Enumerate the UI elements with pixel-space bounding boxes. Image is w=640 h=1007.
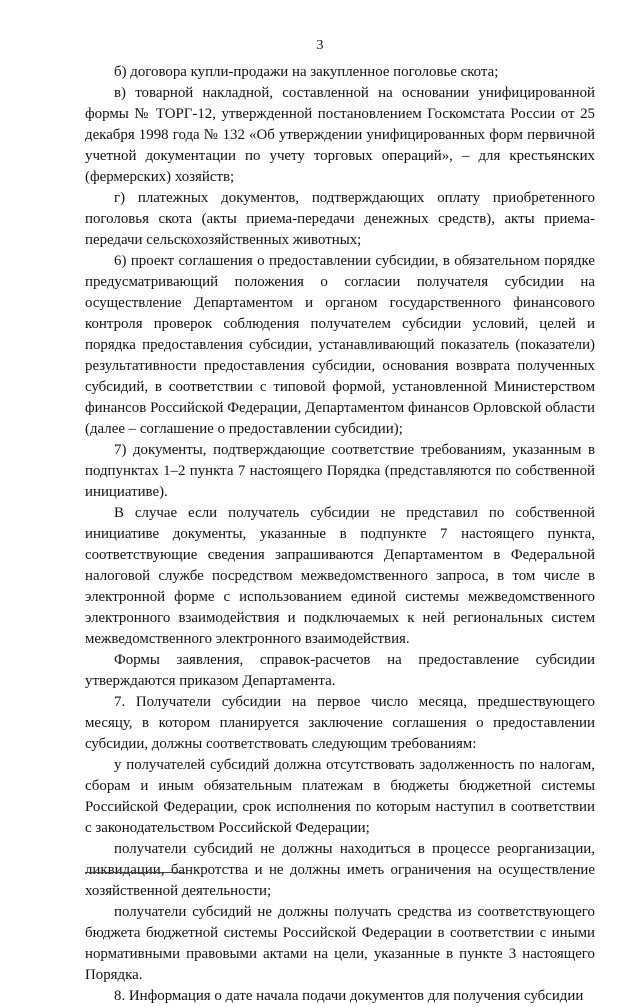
paragraph-g-payment-documents: г) платежных документов, подтверждающих оплату приобретенного поголовья скота (акты приема-передачи денежных средств), акты приема-передачи сельскохозяйственных животных;	[85, 190, 595, 248]
paragraph-application-forms: Формы заявления, справок-расчетов на предоставление субсидии утверждаются приказом Департамента.	[85, 652, 595, 689]
paragraph-v-waybill: в) товарной накладной, составленной на основании унифицированной формы № ТОРГ-12, утвержденной постановлением Госкомстата России от 25 декабря 1998 года № 132 «Об утверждении унифицированных форм первичной учетной документации по учету торговых операций», – для крестьянских (фермерских) хозяйств;	[85, 85, 595, 185]
paragraph-no-tax-debt: у получателей субсидий должна отсутствовать задолженность по налогам, сборам и иным обязательным платежам в бюджеты бюджетной системы Российской Федерации, срок исполнения по которым наступил в соответствии с законодательством Российской Федерации;	[85, 757, 595, 836]
page-number: 3	[316, 38, 324, 53]
paragraph-interagency-request: В случае если получатель субсидии не представил по собственной инициативе документы, указанные в подпункте 7 настоящего пункта, соответствующие сведения запрашиваются Департаментом в Федеральной налоговой службе посредством межведомственного запроса, в том числе в электронной форме с использованием единой системы межведомственного электронного взаимодействия и подключаемых к ней региональных систем межведомственного электронного взаимодействия.	[85, 505, 595, 647]
document-body	[85, 62, 595, 1007]
paragraph-no-reorganization: получатели субсидий не должны находиться в процессе реорганизации, ликвидации, банкротства и не должны иметь ограничения на осуществление хозяйственной деятельности;	[85, 841, 595, 899]
paragraph-b-purchase-contract: б) договора купли-продажи на закупленное поголовье скота;	[114, 64, 499, 80]
paragraph-no-other-budget-funds: получатели субсидий не должны получать средства из соответствующего бюджета бюджетной системы Российской Федерации в соответствии с иными нормативными правовыми актами на цели, указанные в пункте 3 настоящего Порядка.	[85, 904, 595, 983]
paragraph-section-7-requirements: 7. Получатели субсидии на первое число месяца, предшествующего месяцу, в котором планируется заключение соглашения о предоставлении субсидии, должны соответствовать следующим требованиям:	[85, 694, 595, 752]
footnote-divider	[85, 872, 185, 873]
paragraph-6-subsidy-agreement-draft: 6) проект соглашения о предоставлении субсидии, в обязательном порядке предусматривающий положения о согласии получателя субсидии на осуществление Департаментом и органом государственного финансового контроля проверок соблюдения получателем субсидии условий, целей и порядка предоставления субсидии, устанавливающий показатель (показатели) результативности предоставления субсидии, основания возврата полученных субсидий, в соответствии с типовой формой, установленной Министерством финансов Российской Федерации, Департаментом финансов Орловской области (далее – соглашение о предоставлении субсидии);	[85, 253, 595, 437]
paragraph-7-compliance-documents: 7) документы, подтверждающие соответствие требованиям, указанным в подпунктах 1–2 пункта 7 настоящего Порядка (представляются по собственной инициативе).	[85, 442, 595, 500]
paragraph-section-8-start: 8. Информация о дате начала подачи документов для получения субсидии	[114, 988, 584, 1004]
